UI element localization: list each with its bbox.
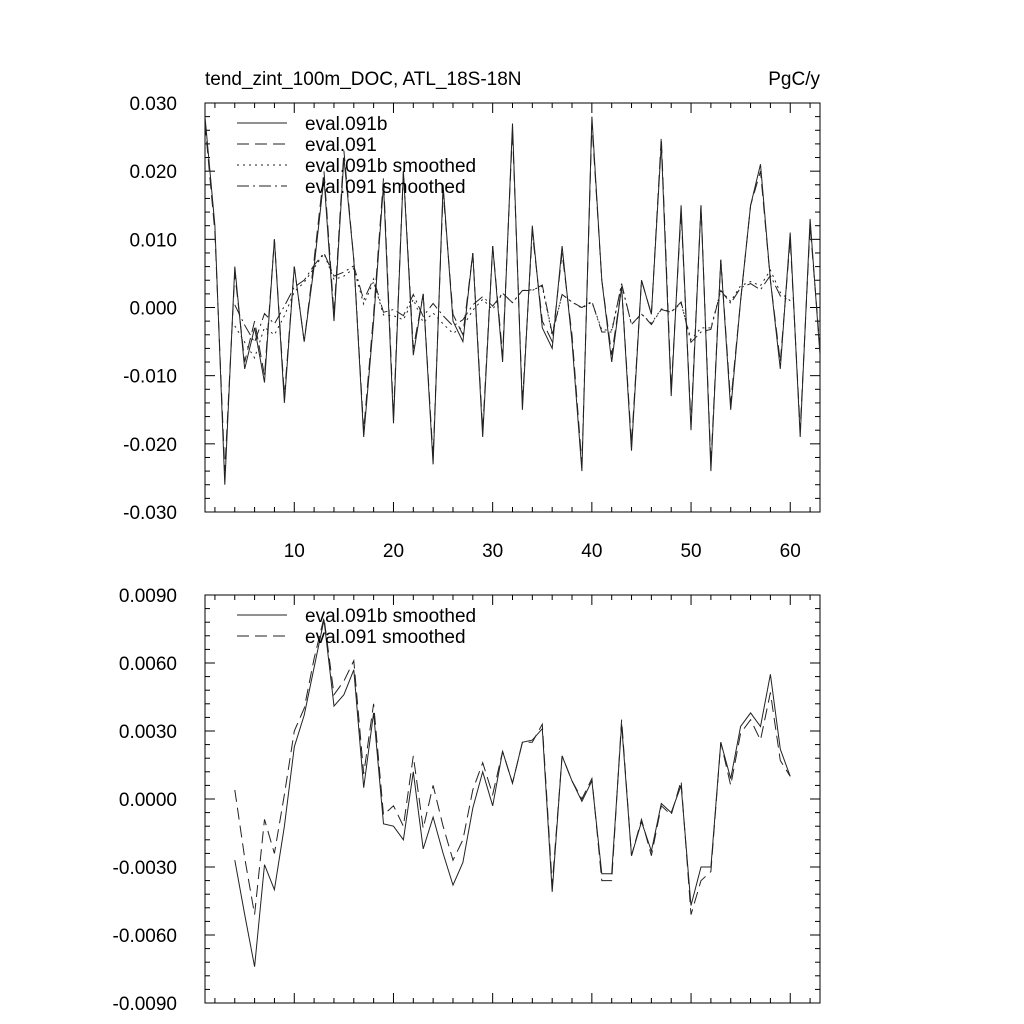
x-tick-label: 60 [779,541,801,562]
chart-title: tend_zint_100m_DOC, ATL_18S-18N [205,69,522,90]
x-tick-label: 20 [382,541,405,562]
legend-label: eval.091b smoothed [305,156,477,177]
y-tick-label: 0.030 [129,94,177,115]
legend-label: eval.091b [305,114,388,135]
legend-label: eval.091 smoothed [305,627,466,648]
x-tick-label: 50 [680,541,702,562]
y-tick-label: 0.020 [129,162,177,184]
legend-label: eval.091b smoothed [305,606,477,627]
y-tick-label: -0.0060 [112,926,177,947]
y-tick-label: -0.020 [123,434,177,456]
y-tick-label: -0.0090 [112,994,177,1015]
legend-label: eval.091 [305,135,377,156]
units-label: PgC/y [768,69,820,90]
y-tick-label: 0.010 [129,230,177,252]
y-tick-label: 0.0030 [118,722,177,743]
x-tick-label: 10 [283,541,305,562]
y-tick-label: -0.030 [123,503,177,524]
y-tick-label: 0.0090 [118,586,177,607]
x-tick-label: 40 [581,541,603,562]
y-tick-label: 0.0000 [118,790,177,811]
legend-label: eval.091 smoothed [305,177,466,198]
y-tick-label: -0.010 [123,366,177,388]
y-tick-label: 0.0060 [118,654,177,675]
x-tick-label: 30 [482,541,504,562]
y-tick-label: -0.0030 [112,858,177,879]
y-tick-label: 0.000 [129,298,177,320]
